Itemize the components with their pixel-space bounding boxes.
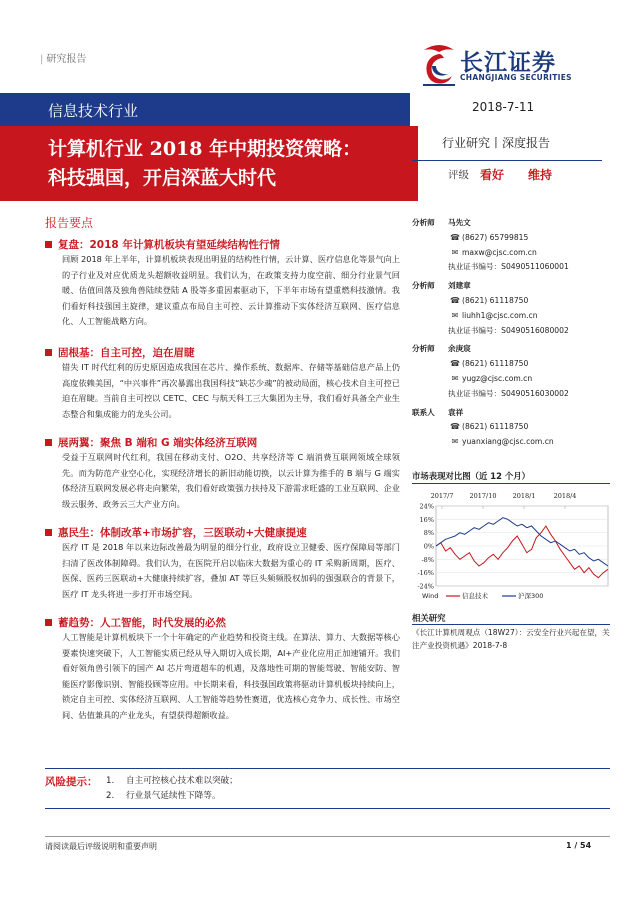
risk-bottom-rule [45,808,610,809]
phone-icon: ☎ [450,422,460,432]
related-report-link[interactable]: 《长江计算机周观点（18W27）：云安全行业兴起在望，关注产业投资机遇》2018-7-8 [412,628,610,650]
analyst-email[interactable]: yugz@cjsc.com.cn [462,373,533,383]
analyst-entry [412,279,612,338]
analyst-entry [412,216,612,275]
analyst-entry [412,406,612,450]
email-icon: ✉ [451,247,459,257]
section-heading [45,434,400,450]
section-heading-text: 蓄趋势：人工智能，时代发展的必然 [58,616,226,629]
report-title-line2: 科技强国，开启深蓝大时代 [48,167,277,189]
x-tick-label: 2017/10 [469,492,497,500]
section-heading-text: 固根基：自主可控，迫在眉睫 [58,346,195,359]
summary-section-two-wings [45,434,400,512]
footer-disclaimer-note: 请阅读最后评级说明和重要声明 [45,842,157,851]
risk-item-num: 1. [106,776,115,786]
y-tick-label: 0% [423,542,434,551]
analyst-email[interactable]: yuanxiang@cjsc.com.cn [462,437,554,447]
risk-item-num: 2. [106,791,115,801]
risk-list [106,774,238,804]
section-body: 错失 IT 时代红利的历史原因造成我国在芯片、操作系统、数据库、存储等基础信息产品上仍高度依赖美国，“中兴事件”再次暴露出我国科技“缺芯少魂”的被动局面，核心技术自主可控已迫在眉睫。当前自主可控以 CETC、CEC 与航天科工三大集团为主导，我们看好具备全产业生态整合和集成能力的龙头公司。 [62,362,400,419]
y-tick-label: -24% [417,582,434,591]
analyst-cert: 执业证书编号：S0490516030002 [448,388,569,398]
phone-icon: ☎ [450,232,460,242]
email-icon: ✉ [451,310,459,320]
section-heading [45,344,400,360]
bullet-square-icon [45,349,52,356]
analyst-name: 马先文 [448,218,471,227]
risk-label: 风险提示： [45,776,98,788]
x-tick-label: 2017/7 [430,492,454,500]
report-kind: 行业研究丨深度报告 [442,136,551,150]
summary-section-foundation [45,344,400,422]
related-rule [412,624,610,625]
section-heading-text: 复盘：2018 年计算机板块有望延续结构性行情 [58,238,280,251]
section-heading [45,614,400,630]
footer-rule [45,836,610,837]
y-tick-label: 24% [419,502,434,511]
y-tick-label: 8% [423,529,434,538]
analyst-phone: (8621) 61118750 [462,359,529,369]
section-body: 人工智能是计算机板块下一个十年确定的产业趋势和投资主线。在算法、算力、大数据等核心要素快速突破下，人工智能实质已经从导入期切入成长期，AI+产业化应用正加速铺开。我们看好领角兽引领下的国产 AI 芯片弯道超车的机遇，及落地性可期的智能驾驶、智能安防、智能医疗影像识别、智能投顾等应用。中长期来看，科技强国政策将驱动计算机板块持续向上，锁定自主可控、实体经济互联网、人工智能等趋势性赛道，优选核心竞争力、成长性、市场空间、估值兼具的产业龙头，有望获得超额收益。 [62,632,400,720]
section-body: 受益于互联网时代红利，我国在移动支付、O2O、共享经济等 C 端消费互联网领域全球领先。而为防范产业空心化，实现经济增长的新旧动能切换，以云计算为推手的 B 端与 G 端实体经济互联网发展必将走向繁荣，我们看好政策强力扶持及下游需求旺盛的工业互联网、企业级云服务、政务云三大产业方向。 [62,452,400,509]
analyst-email[interactable]: maxw@cjsc.com.cn [462,247,537,257]
bullet-square-icon [45,439,52,446]
chart-title: 市场表现对比图（近 12 个月） [412,471,530,481]
chart-title-rule [412,483,610,484]
summary-title: 报告要点 [45,216,94,230]
analyst-entry [412,342,612,401]
legend-prefix: Wind [422,592,439,600]
section-body: 医疗 IT 是 2018 年以来边际改善最为明显的细分行业，政府设立卫健委、医疗保障局等部门扫清了医改体制障碍。我们认为，在医院开启以临床大数据为重心的 IT 采购新周期，医疗、医保、医药三医联动+大健康持续扩容，叠加 AT 等巨头频频股权加码的强强联合的背景下，医疗 IT 龙头将进一步打开市场空间。 [62,542,400,599]
doc-type-label [40,50,86,65]
logo-cn-text: 长江证券 [460,50,556,76]
section-heading [45,524,400,540]
section-heading-text: 惠民生：体制改革+市场扩容，三医联动+大健康提速 [58,526,307,539]
bullet-square-icon [45,529,52,536]
email-icon: ✉ [451,437,459,447]
bullet-square-icon [45,619,52,626]
analyst-role: 分析师 [412,344,435,354]
email-icon: ✉ [451,373,459,383]
analyst-phone: (8621) 61118750 [462,422,529,432]
section-heading [45,236,400,252]
phone-icon: ☎ [450,359,460,369]
report-date: 2018-7-11 [472,100,535,114]
doc-type-bar: | [40,54,44,65]
rating-change: 维持 [528,168,553,182]
summary-section-ai [45,614,400,724]
section-body: 回顾 2018 年上半年，计算机板块表现出明显的结构性行情，云计算、医疗信息化等景气向上的子行业及对应优质龙头超额收益明显。我们认为，在政策支持力度空前、细分行业景气回暖、估值回落及独角兽陆续登陆 A 股等多重因素驱动下，下半年市场有望重燃科技激情。我们看好科技强国主旋律，建议重点布局自主可控、云计算推动下实体经济互联网、医疗信息化、人工智能战略方向。 [62,254,400,327]
bullet-square-icon [45,241,52,248]
phone-icon: ☎ [450,295,460,305]
page-number: 1 / 54 [566,841,592,850]
section-heading-text: 展两翼：聚焦 B 端和 G 端实体经济互联网 [58,436,258,449]
summary-section-livelihood [45,524,400,602]
market-performance-chart [412,486,612,602]
analyst-role: 分析师 [412,218,435,227]
doc-type-text: 研究报告 [46,54,87,65]
y-tick-label: -16% [417,569,434,578]
analyst-phone: (8627) 65799815 [462,232,529,242]
related-title: 相关研究 [412,613,446,623]
legend-label: 沪深300 [518,592,544,600]
x-tick-label: 2018/1 [512,492,536,500]
analyst-email[interactable]: liuhh1@cjsc.com.cn [462,310,538,320]
x-tick-label: 2018/4 [553,492,577,500]
analyst-name: 刘建章 [448,281,471,291]
analyst-name: 袁祥 [448,407,464,417]
risk-item [106,774,238,789]
legend-label: 信息技术 [462,592,488,600]
y-tick-label: 16% [419,515,434,524]
analyst-role: 联系人 [412,407,435,417]
analyst-phone: (8621) 61118750 [462,295,529,305]
analyst-name: 余庚宸 [448,344,471,354]
risk-item-text: 自主可控核心技术难以突破； [126,776,238,786]
company-logo [420,42,610,92]
rating-label: 评级 [448,169,469,181]
analyst-cert: 执业证书编号：S0490516080002 [448,325,569,335]
y-tick-label: -8% [421,555,434,564]
industry-label: 信息技术行业 [48,102,139,120]
analyst-list [412,216,612,454]
logo-en-text: CHANGJIANG SECURITIES [460,73,572,82]
summary-section-review [45,236,400,330]
rating-value: 看好 [480,168,505,182]
risk-item [106,789,238,804]
logo-emblem-icon [420,42,458,88]
risk-top-rule [45,768,610,769]
report-title-line1: 计算机行业 2018 年中期投资策略： [48,138,362,160]
analyst-role: 分析师 [412,281,435,291]
risk-item-text: 行业景气延续性下降等。 [126,791,221,801]
rating-divider [412,160,602,161]
analyst-cert: 执业证书编号：S0490511060001 [448,262,569,272]
series-line-沪深300 [436,518,608,566]
